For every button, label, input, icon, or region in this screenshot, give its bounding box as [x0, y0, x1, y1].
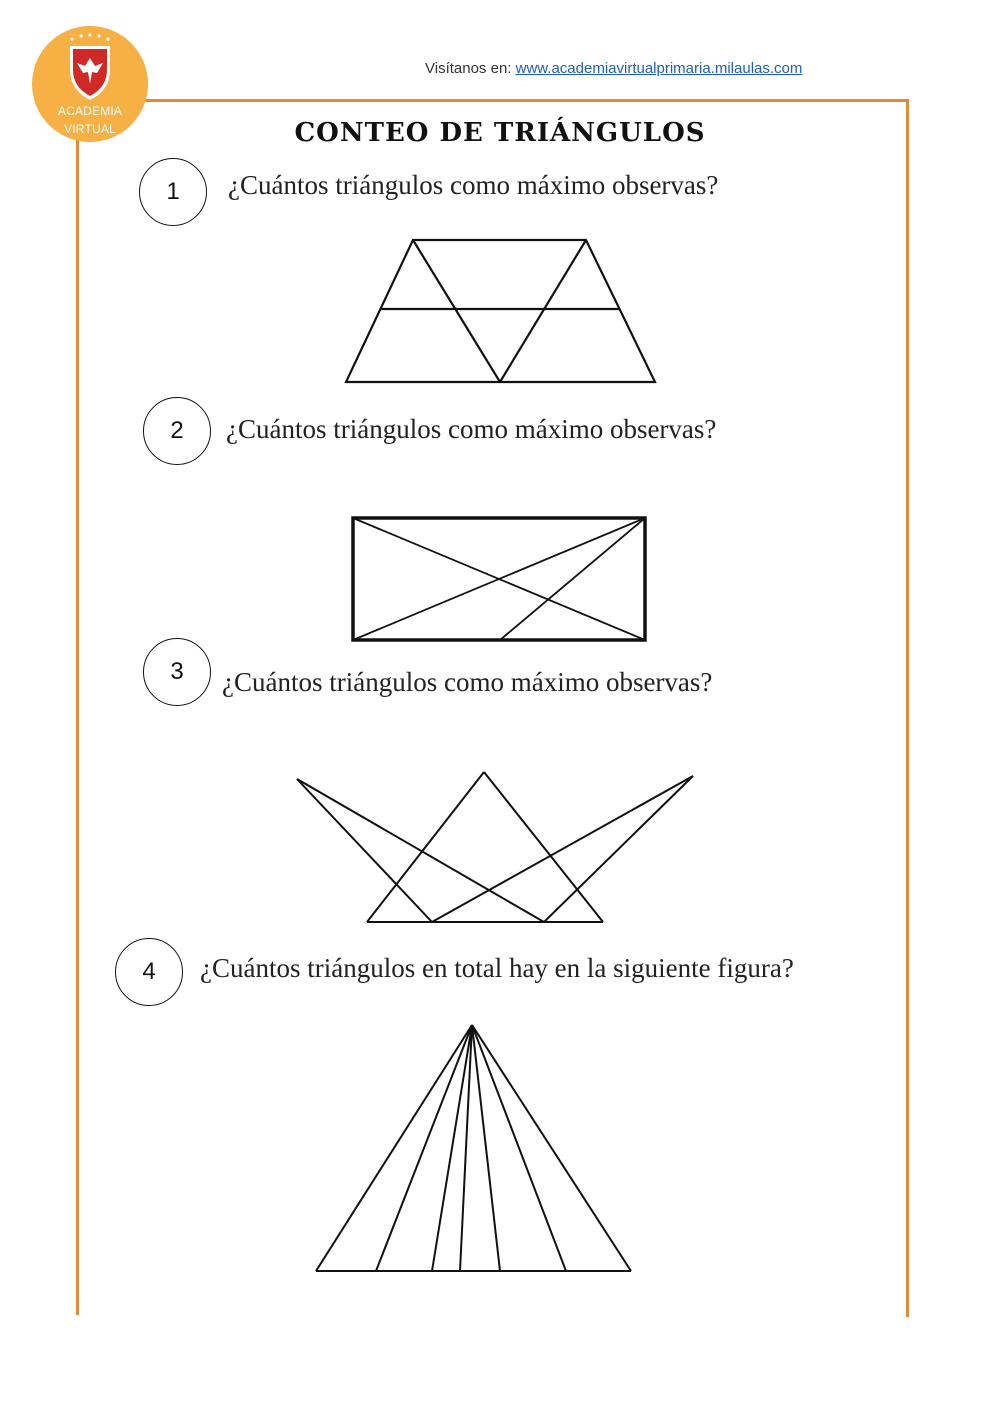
figure-3-crown — [297, 772, 693, 922]
question-2-text: ¿Cuántos triángulos como máximo observas? — [226, 414, 717, 444]
visit-label: Visítanos en: — [425, 60, 512, 77]
page-title: CONTEO DE TRIÁNGULOS — [294, 118, 706, 148]
question-1-number: 1 — [139, 158, 207, 226]
figure-4-fan-triangle — [316, 1025, 631, 1271]
question-4-text: ¿Cuántos triángulos en total hay en la siguiente figura? — [200, 953, 794, 983]
figure-1-trapezoid — [346, 240, 655, 382]
logo-text-line2: VIRTUAL — [64, 122, 116, 136]
question-2-number: 2 — [143, 397, 211, 465]
figure-2-rectangle — [353, 518, 645, 640]
question-3-text: ¿Cuántos triángulos como máximo observas? — [222, 667, 713, 697]
logo-text-line1: ACADEMIA — [57, 104, 123, 118]
question-3-number: 3 — [143, 638, 211, 706]
website-link[interactable]: www.academiavirtualprimaria.milaulas.com — [515, 60, 803, 77]
question-4-number: 4 — [115, 938, 183, 1006]
question-1-text: ¿Cuántos triángulos como máximo observas? — [228, 170, 719, 200]
